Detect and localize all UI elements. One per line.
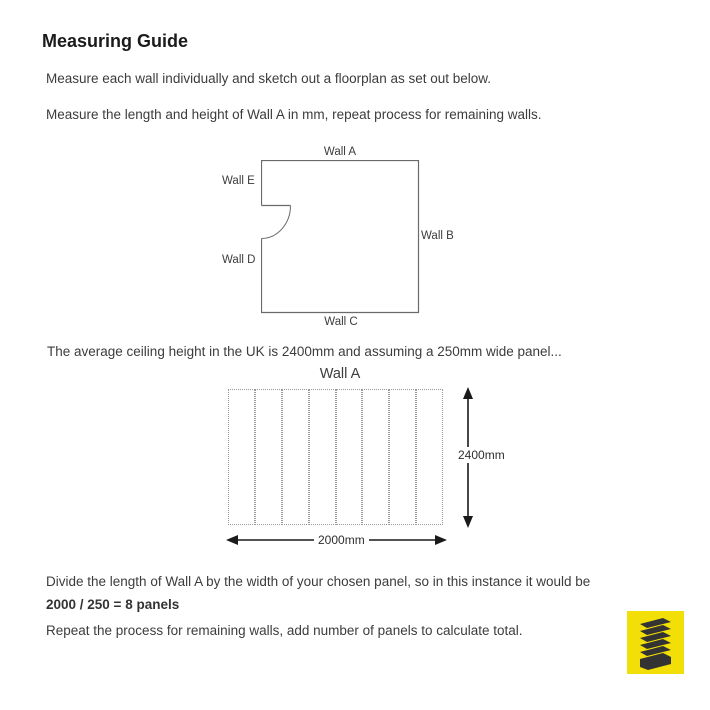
floorplan-wall-c-label: Wall C	[324, 316, 358, 328]
floorplan-wall-a-label: Wall A	[323, 146, 357, 158]
repeat-note: Repeat the process for remaining walls, add number of panels to calculate total.	[46, 623, 523, 638]
panel	[309, 389, 336, 525]
divide-note: Divide the length of Wall A by the width of your chosen panel, so in this instance it would be	[46, 574, 591, 589]
panel-grid	[228, 389, 443, 525]
panel	[362, 389, 389, 525]
floorplan-walls	[262, 161, 419, 313]
panel	[416, 389, 443, 525]
floorplan-wall-b-label: Wall B	[421, 230, 454, 242]
floorplan-outline	[261, 160, 420, 315]
stacked-panels-logo-icon	[627, 611, 684, 674]
arrow-right-head	[435, 535, 447, 545]
panel	[255, 389, 282, 525]
floorplan-wall-e-label: Wall E	[222, 175, 255, 187]
height-dimension-label: 2400mm	[454, 447, 509, 463]
panel	[336, 389, 363, 525]
arrow-down-head	[463, 516, 473, 528]
page-title: Measuring Guide	[42, 31, 189, 51]
arrow-left-head	[226, 535, 238, 545]
panel-diagram-title: Wall A	[319, 366, 361, 382]
width-dimension-label: 2000mm	[314, 532, 369, 548]
ceiling-note: The average ceiling height in the UK is 2400mm and assuming a 250mm wide panel...	[47, 344, 562, 359]
panel	[228, 389, 255, 525]
intro-text-2: Measure the length and height of Wall A in mm, repeat process for remaining walls.	[46, 107, 542, 122]
arrow-up-head	[463, 387, 473, 399]
panel	[282, 389, 309, 525]
formula-text: 2000 / 250 = 8 panels	[46, 597, 180, 612]
panel	[389, 389, 416, 525]
door-swing-arc	[262, 206, 291, 239]
floorplan-wall-d-label: Wall D	[222, 254, 256, 266]
intro-text-1: Measure each wall individually and sketch out a floorplan as set out below.	[46, 71, 492, 86]
